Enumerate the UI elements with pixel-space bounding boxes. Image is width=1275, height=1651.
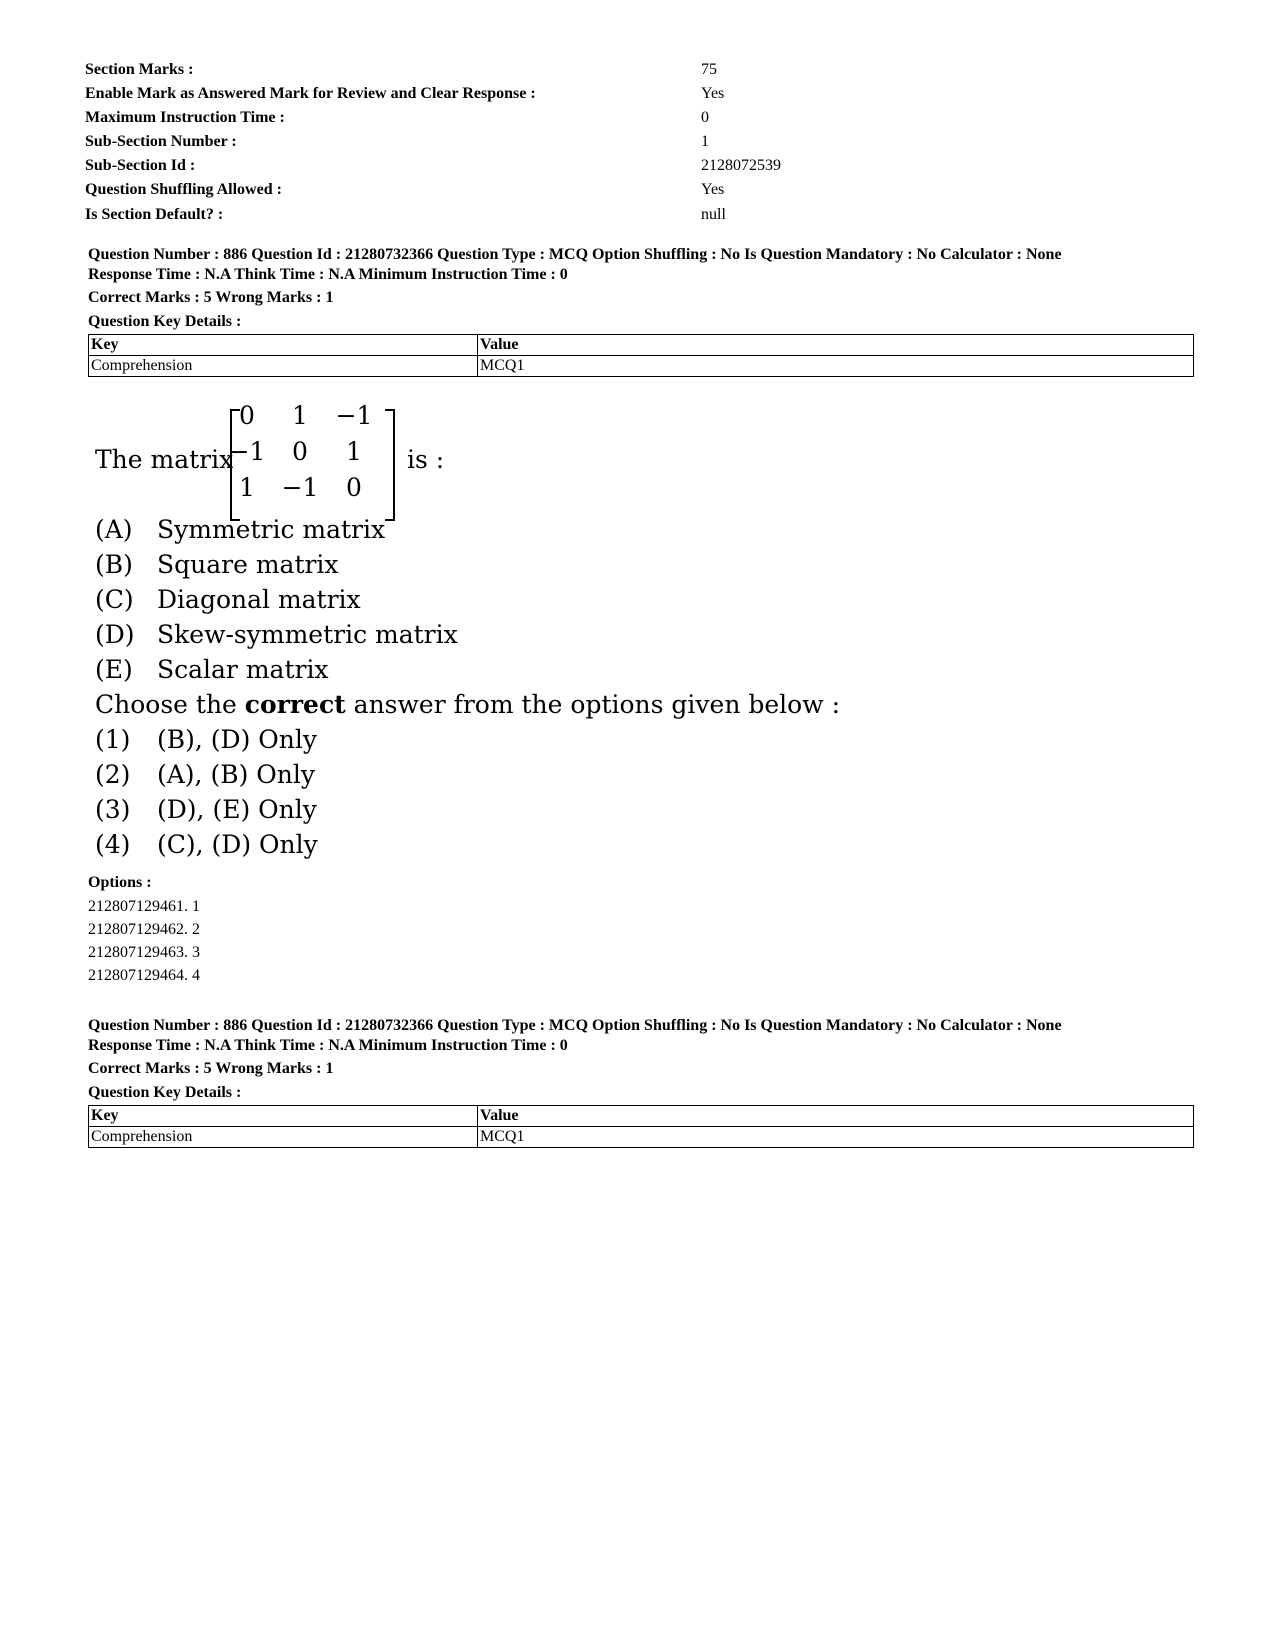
question-key-table [88, 334, 1194, 377]
matrix-cell: 1 [346, 437, 362, 466]
matrix-right-bracket [385, 409, 395, 521]
table-cell-value: MCQ1 [478, 356, 1194, 377]
meta-row-section-marks [85, 58, 1205, 82]
meta-label: Question Shuffling Allowed : [85, 181, 282, 199]
question-timing-line: Response Time : N.A Think Time : N.A Minimum Instruction Time : 0 [88, 1036, 568, 1054]
question-key-details-label: Question Key Details : [88, 312, 242, 330]
question-key-table [88, 1105, 1194, 1148]
instruction-post: answer from the options given below : [345, 690, 840, 719]
statement-text: Diagonal matrix [157, 585, 361, 614]
meta-value: Yes [701, 181, 725, 199]
statement-item [95, 655, 329, 685]
statement-item [95, 550, 339, 580]
choice-label: (3) [95, 795, 131, 824]
question-header [88, 1016, 1208, 1102]
statement-text: Symmetric matrix [157, 515, 386, 544]
matrix-cell: 0 [346, 473, 362, 502]
question-header [88, 245, 1208, 331]
meta-value: 2128072539 [701, 157, 781, 175]
statement-item [95, 515, 385, 545]
statement-label: (C) [95, 585, 134, 614]
meta-value: 0 [701, 109, 709, 127]
meta-value: Yes [701, 85, 725, 103]
table-header-value: Value [478, 1106, 1194, 1127]
question-marks-line: Correct Marks : 5 Wrong Marks : 1 [88, 1060, 334, 1077]
meta-row-shuffling [85, 178, 1205, 202]
question-info-line: Question Number : 886 Question Id : 21280732366 Question Type : MCQ Option Shuffling : No Is Question Mandatory : No Calculator : None [88, 246, 1062, 263]
statement-label: (D) [95, 620, 135, 649]
choice-item [95, 795, 317, 825]
table-cell-key: Comprehension [89, 356, 478, 377]
section-metadata [85, 58, 1205, 227]
answer-instruction [95, 690, 840, 720]
statement-item [95, 620, 458, 650]
table-header-row [89, 1106, 1194, 1127]
matrix-cell: 0 [239, 401, 255, 430]
matrix-cell: 1 [292, 401, 308, 430]
table-row [89, 356, 1194, 377]
choice-label: (4) [95, 830, 131, 859]
table-header-key: Key [89, 1106, 478, 1127]
table-header-key: Key [89, 335, 478, 356]
choice-label: (1) [95, 725, 131, 754]
matrix-lead-text: The matrix [95, 445, 234, 474]
option-item: 212807129463. 3 [88, 944, 200, 961]
statement-label: (B) [95, 550, 133, 579]
matrix-cell: −1 [335, 401, 373, 430]
matrix-statement [95, 401, 595, 520]
question-key-details-label: Question Key Details : [88, 1083, 242, 1101]
meta-value: 75 [701, 61, 717, 78]
meta-label: Sub-Section Number : [85, 133, 237, 151]
meta-label: Is Section Default? : [85, 205, 224, 223]
table-header-value: Value [478, 335, 1194, 356]
choice-item [95, 760, 315, 790]
question-timing-line: Response Time : N.A Think Time : N.A Minimum Instruction Time : 0 [88, 265, 568, 283]
option-item: 212807129464. 4 [88, 967, 200, 984]
meta-row-max-instruction-time [85, 106, 1205, 130]
meta-row-subsection-number [85, 130, 1205, 154]
question-marks-line: Correct Marks : 5 Wrong Marks : 1 [88, 289, 334, 306]
statement-text: Skew-symmetric matrix [157, 620, 458, 649]
matrix-tail-text: is : [407, 445, 445, 474]
options-label: Options : [88, 874, 152, 891]
question-info-line: Question Number : 886 Question Id : 21280732366 Question Type : MCQ Option Shuffling : No Is Question Mandatory : No Calculator : None [88, 1017, 1062, 1034]
meta-row-subsection-id [85, 154, 1205, 178]
meta-label: Enable Mark as Answered Mark for Review and Clear Response : [85, 85, 536, 103]
table-header-row [89, 335, 1194, 356]
matrix-cell: 1 [239, 473, 255, 502]
choice-text: (B), (D) Only [157, 725, 317, 754]
option-item: 212807129461. 1 [88, 898, 200, 915]
statement-label: (E) [95, 655, 133, 684]
choice-item [95, 830, 318, 860]
statement-text: Square matrix [157, 550, 339, 579]
meta-label: Section Marks : [85, 61, 194, 78]
meta-value: 1 [701, 133, 709, 151]
choice-label: (2) [95, 760, 131, 789]
meta-row-mark-review [85, 82, 1205, 106]
matrix-cell: −1 [281, 473, 319, 502]
statement-label: (A) [95, 515, 133, 544]
table-row [89, 1127, 1194, 1148]
matrix-cell: 0 [292, 437, 308, 466]
instruction-pre: Choose the [95, 690, 245, 719]
option-item: 212807129462. 2 [88, 921, 200, 938]
choice-text: (C), (D) Only [157, 830, 318, 859]
table-cell-key: Comprehension [89, 1127, 478, 1148]
instruction-emphasis: correct [244, 690, 346, 719]
choice-item [95, 725, 317, 755]
choice-text: (A), (B) Only [157, 760, 315, 789]
options-list [88, 895, 200, 987]
meta-row-section-default [85, 203, 1205, 227]
statement-text: Scalar matrix [157, 655, 329, 684]
statement-item [95, 585, 361, 615]
meta-label: Sub-Section Id : [85, 157, 196, 175]
matrix-cell: −1 [228, 437, 266, 466]
choice-text: (D), (E) Only [157, 795, 317, 824]
meta-label: Maximum Instruction Time : [85, 109, 285, 127]
meta-value: null [701, 205, 726, 223]
table-cell-value: MCQ1 [478, 1127, 1194, 1148]
